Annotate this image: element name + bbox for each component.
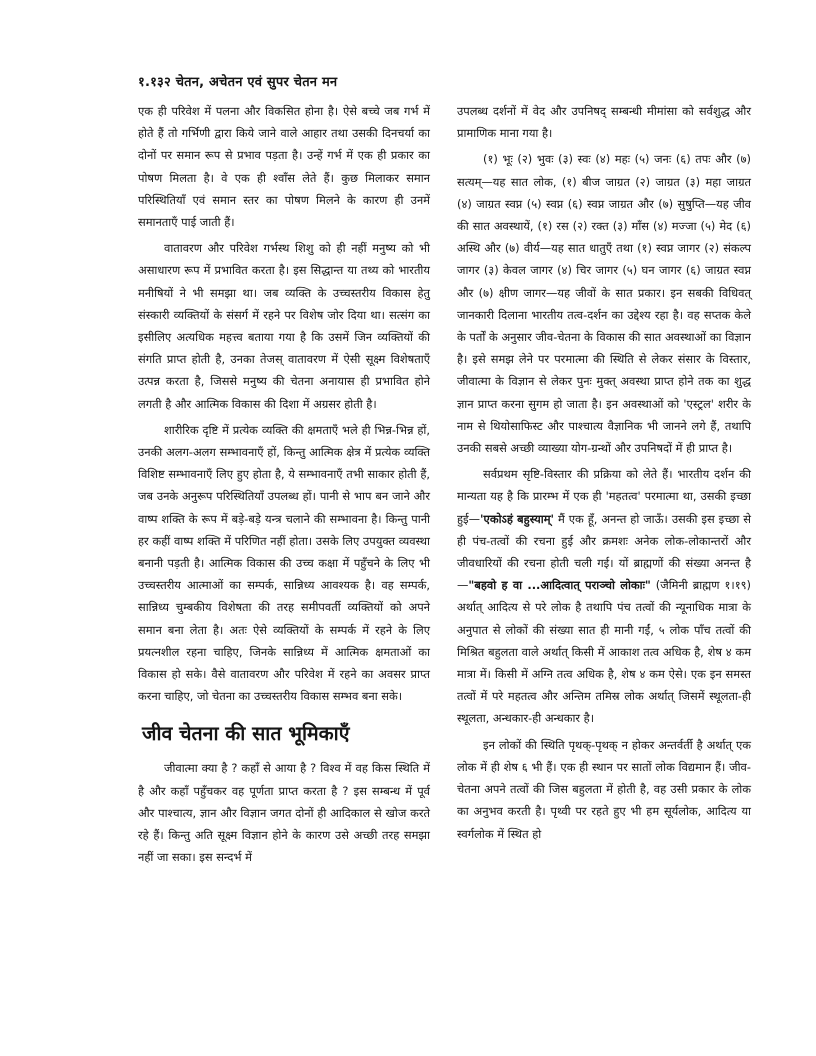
paragraph-text: सर्वप्रथम सृष्टि-विस्तार की प्रक्रिया को लेते हैं। भारतीय दर्शन की मान्यता यह है कि प्रारम्भ में एक ही 'महतत्व' परमात्मा था, उसकी इच्छा हुई— — [457, 467, 751, 526]
sanskrit-quote: 'एकोऽहं बहुस्याम्' — [480, 511, 555, 526]
paragraph: शारीरिक दृष्टि में प्रत्येक व्यक्ति की क्षमताएँ भले ही भिन्न-भिन्न हों, उनकी अलग-अलग सम्भावनाएँ हों, किन्तु आत्मिक क्षेत्र में प्रत्येक व्यक्ति विशिष्ट सम्भावनाएँ लिए हुए होता है, ये सम्भावनाएँ तभी साकार होती हैं, जब उनके अनुरूप परिस्थितियाँ उपलब्ध हों। पानी से भाप बन जाने और वाष्प शक्ति के रूप में बड़े-बड़े यन्त्र चलाने की सम्भावना है। किन्तु पानी हर कहीं वाष्प शक्ति में परिणित नहीं होता। उसके लिए उपयुक्त व्यवस्था बनानी पड़ती है। आत्मिक विकास की उच्च कक्षा में पहुँचने के लिए भी उच्चस्तरीय आत्माओं का सम्पर्क, सान्निध्य आवश्यक है। वह सम्पर्क, सान्निध्य चुम्बकीय विशेषता की तरह समीपवर्ती व्यक्तियों को अपने समान बना लेता है। अतः ऐसे व्यक्तियों के सम्पर्क में रहने के लिए प्रयत्नशील रहना चाहिए, जिनके सान्निध्य में आत्मिक क्षमताओं का विकास हो सके। वैसे वातावरण और परिवेश में रहने का अवसर प्राप्त करना चाहिए, जो चेतना का उच्चस्तरीय विकास सम्भव बना सके। — [138, 422, 430, 704]
paragraph: एक ही परिवेश में पलना और विकसित होना है। ऐसे बच्चे जब गर्भ में होते हैं तो गर्भिणी द्वारा किये जाने वाले आहार तथा उसकी दिनचर्या का दोनों पर समान रूप से प्रभाव पड़ता है। उन्हें गर्भ में एक ही प्रकार का पोषण मिलता है। वे एक ही श्वाँस लेते हैं। कुछ मिलाकर समान परिस्थितियाँ एवं समान स्तर का पोषण मिलने के कारण ही उनमें समानताएँ पाई जाती हैं। — [138, 104, 430, 230]
left-column — [138, 100, 430, 873]
paragraph-text: मैं एक हूँ, अनन्त हो जाऊँ। उसकी इस इच्छा से ही पंच-तत्वों की रचना हुई और क्रमशः अनेक लोक-लोकान्तरों और जीवधारियों की रचना होती चली गई। यों ब्राह्मणों की संख्या अनन्त है— — [457, 511, 751, 593]
section-heading: जीव चेतना की सात भूमिकाएँ — [142, 722, 350, 746]
paragraph: इन लोकों की स्थिति पृथक्-पृथक् न होकर अन्तर्वर्ती है अर्थात् एक लोक में ही शेष ६ भी हैं। एक ही स्थान पर सातों लोक विद्यमान हैं। जीव-चेतना अपने तत्वों की जिस बहुलता में होती है, वह उसी प्रकार के लोक का अनुभव करती है। पृथ्वी पर रहते हुए भी हम सूर्यलोक, आदित्य या स्वर्गलोक में स्थित हो — [457, 737, 751, 841]
paragraph: वातावरण और परिवेश गर्भस्थ शिशु को ही नहीं मनुष्य को भी असाधारण रूप में प्रभावित करता है। इस सिद्धान्त या तथ्य को भारतीय मनीषियों ने भी समझा था। जब व्यक्ति के उच्चस्तरीय विकास हेतु संस्कारी व्यक्तियों के संसर्ग में रहने पर विशेष जोर दिया था। सत्संग का इसीलिए अत्यधिक महत्त्व बताया गया है कि उसमें जिन व्यक्तियों की संगति प्राप्त होती है, उनका तेजस् वातावरण में ऐसी सूक्ष्म विशेषताएँ उत्पन्न करता है, जिससे मनुष्य की चेतना अनायास ही प्रभावित होने लगती है और आत्मिक विकास की दिशा में अग्रसर होती है। — [138, 241, 430, 411]
paragraph: उपलब्ध दर्शनों में वेद और उपनिषद् सम्बन्धी मीमांसा को सर्वशुद्ध और प्रामाणिक माना गया है। — [457, 104, 751, 141]
paragraph: (१) भूः (२) भुवः (३) स्वः (४) महः (५) जनः (६) तपः और (७) सत्यम्—यह सात लोक, (१) बीज जाग्रत (२) जाग्रत (३) महा जाग्रत (४) जाग्रत स्वप्न (५) स्वप्न (६) स्वप्न जाग्रत और (७) सुषुप्ति—यह जीव की सात अवस्थायें, (१) रस (२) रक्त (३) माँस (४) मज्जा (५) मेद (६) अस्थि और (७) वीर्य—यह सात धातुएँ तथा (१) स्वप्न जागर (२) संकल्प जागर (३) केवल जागर (४) चिर जागर (५) घन जागर (६) जाग्रत स्वप्न और (७) क्षीण जागर—यह जीवों के सात प्रकार। इन सबकी विधिवत् जानकारी दिलाना भारतीय तत्व-दर्शन का उद्देश्य रहा है। वह सप्तक केले के पर्तों के अनुसार जीव-चेतना के विकास की सात अवस्थाओं का विज्ञान है। इसे समझ लेने पर परमात्मा की स्थिति से लेकर संसार के विस्तार, जीवात्मा के विज्ञान से लेकर पुनः मुक्त् अवस्था प्राप्त होने तक का शुद्ध ज्ञान प्राप्त करना सुगम हो जाता है। इन अवस्थाओं को 'एस्ट्रल' शरीर के नाम से थियोसाफिस्ट और पाश्चात्य वैज्ञानिक भी जानने लगे हैं, तथापि उनकी सबसे अच्छी व्याख्या योग-ग्रन्थों और उपनिषदों में ही प्राप्त है। — [457, 152, 751, 456]
paragraph-text: (जैमिनी ब्राह्मण १।१९) अर्थात् आदित्य से परे लोक है तथापि पंच तत्वों की न्यूनाधिक मात्रा के अनुपात से लोकों की संख्या सात ही मानी गईं, ५ लोक पाँच तत्वों की मिश्रित बहुलता वाले अर्थात् किसी में आकाश तत्व अधिक है, शेष ४ कम मात्रा में। किसी में अग्नि तत्व अधिक है, शेष ४ कम ऐसे। एक इन समस्त तत्वों में परे महतत्व और अन्तिम तमिस्र लोक अर्थात् जिसमें स्थूलता-ही स्थूलता, अन्धकार-ही अन्धकार है। — [457, 578, 751, 726]
paragraph: जीवात्मा क्या है ? कहाँ से आया है ? विश्व में वह किस स्थिति में है और कहाँ पहुँचकर वह पूर्णता प्राप्त करता है ? इस सम्बन्ध में पूर्व और पाश्चात्य, ज्ञान और विज्ञान जगत दोनों ही आदिकाल से खोज करते रहे हैं। किन्तु अति सूक्ष्म विज्ञान होने के कारण उसे अच्छी तरह समझा नहीं जा सका। इस सन्दर्भ में — [138, 761, 430, 865]
sanskrit-quote: "बहवो ह वा ...आदित्वात् पराञ्चो लोकाः" — [468, 578, 651, 593]
right-column — [457, 100, 751, 849]
paragraph — [457, 463, 751, 729]
page-header: १.१३२ चेतन, अचेतन एवं सुपर चेतन मन — [138, 75, 338, 90]
